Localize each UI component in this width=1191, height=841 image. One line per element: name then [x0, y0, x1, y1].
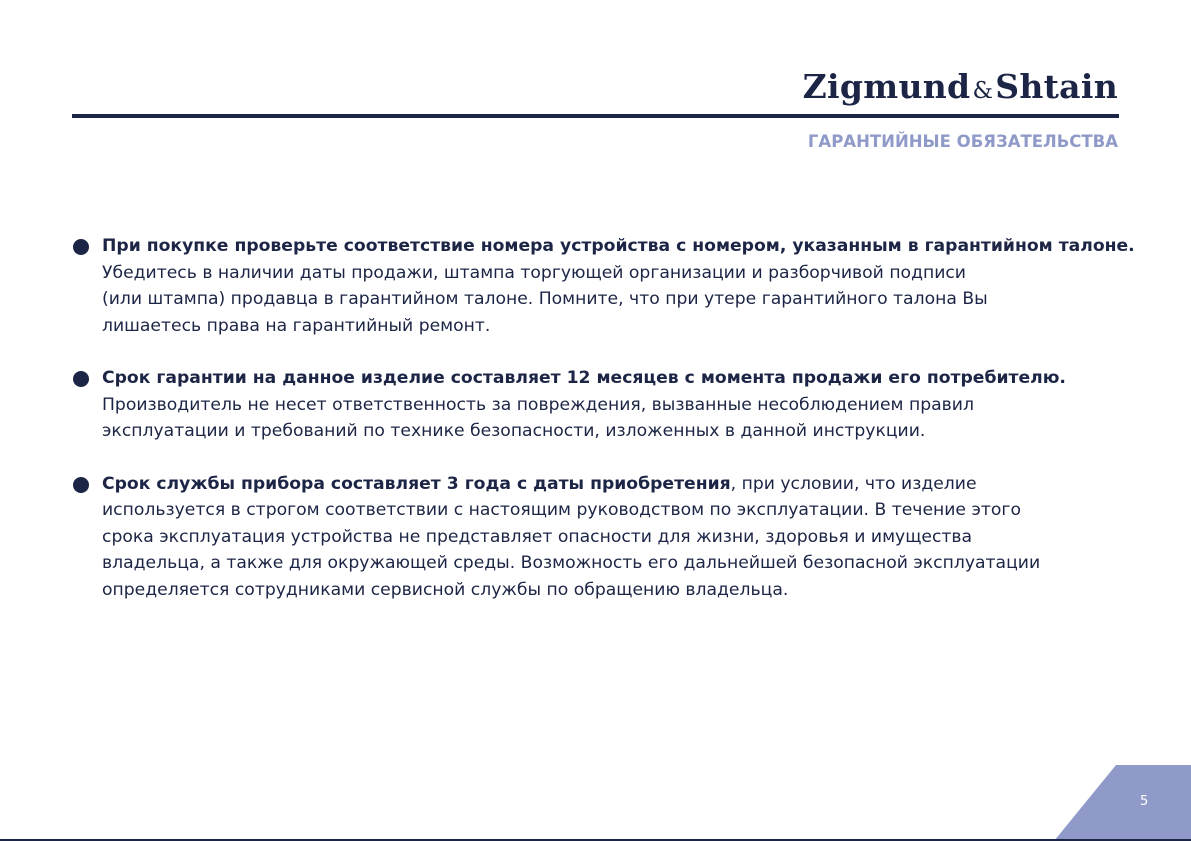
item-headline [102, 365, 1132, 392]
warranty-list [72, 233, 1135, 629]
item-bold-text: Срок гарантии на данное изделие составляет 12 месяцев с момента продажи его потребителю. [102, 368, 1066, 388]
item-bold-text: Срок службы прибора составляет 3 года с даты приобретения [102, 473, 731, 494]
item-line: лишаетесь права на гарантийный ремонт. [102, 315, 491, 336]
item-headline [102, 471, 1132, 498]
brand-logo-left: Zigmund [802, 67, 971, 106]
page-number: 5 [1140, 794, 1149, 809]
item-tail-text: , при условии, что изделие [730, 473, 977, 494]
bullet-icon [73, 371, 89, 387]
item-headline [102, 233, 1135, 260]
bullet-icon [73, 477, 89, 493]
brand-logo-right: Shtain [995, 67, 1118, 106]
bullet-icon [73, 239, 89, 255]
item-line: эксплуатации и требований по технике безопасности, изложенных в данной инструкции. [102, 421, 926, 441]
item-line: используется в строгом соответствии с настоящим руководством по эксплуатации. В течение этого [102, 500, 1021, 520]
warranty-item [72, 365, 1132, 445]
item-line: Производитель не несет ответственность за повреждения, вызванные несоблюдением правил [102, 394, 974, 415]
item-line: (или штампа) продавца в гарантийном талоне. Помните, что при утере гарантийного талона Вы [102, 289, 988, 309]
section-title: ГАРАНТИЙНЫЕ ОБЯЗАТЕЛЬСТВА [807, 132, 1118, 151]
item-line: срока эксплуатация устройства не представляет опасности для жизни, здоровья и имущества [102, 526, 973, 547]
item-line: владельца, а также для окружающей среды. Возможность его дальнейшей безопасной эксплуатации [102, 553, 1041, 573]
warranty-item [72, 471, 1132, 604]
brand-logo-ampersand: & [972, 78, 994, 104]
item-line: Убедитесь в наличии даты продажи, штампа торгующей организации и разборчивой подписи [102, 262, 966, 283]
item-line: определяется сотрудниками сервисной службы по обращению владельца. [102, 579, 789, 600]
header-divider [72, 114, 1119, 118]
warranty-item [72, 233, 1135, 339]
page-corner-shape [1054, 765, 1191, 841]
brand-logo [803, 62, 1118, 112]
item-bold-text: При покупке проверьте соответствие номера устройства с номером, указанным в гарантийном талоне. [102, 236, 1135, 256]
